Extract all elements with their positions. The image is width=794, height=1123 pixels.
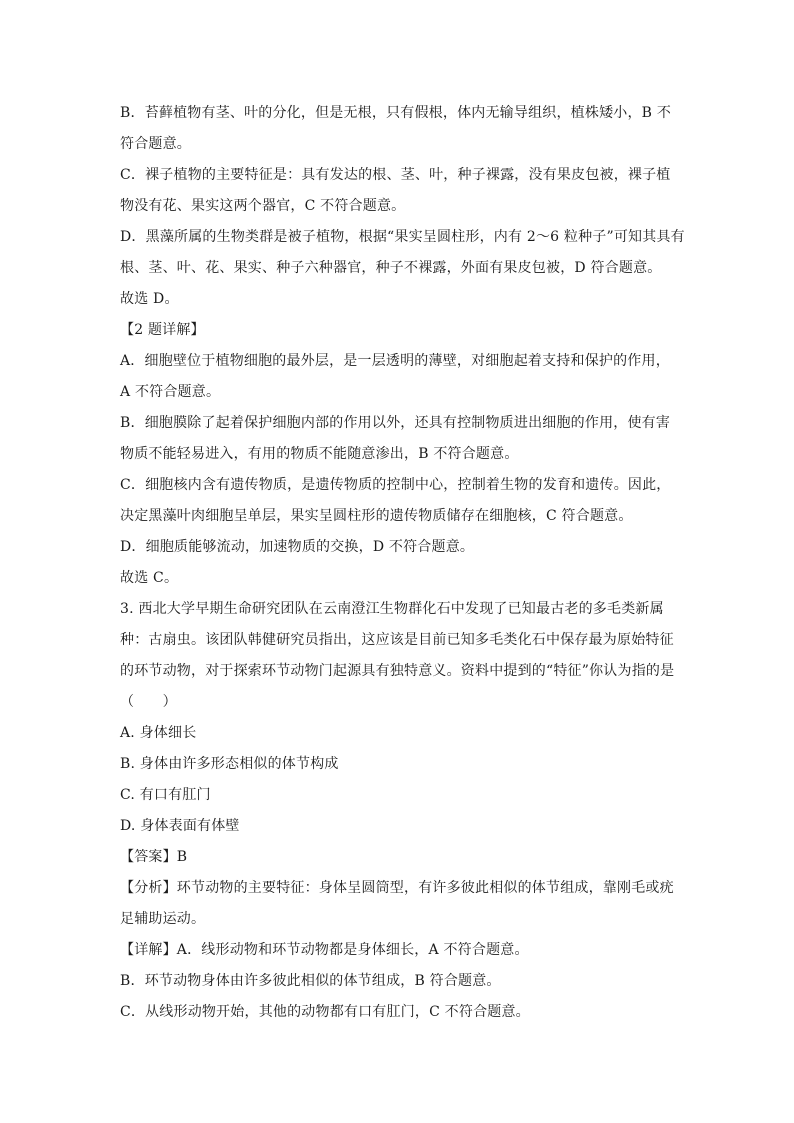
text-line: 物没有花、果实这两个器官，C 不符合题意。 [120, 198, 406, 214]
text-line: A 不符合题意。 [120, 384, 221, 400]
text-line: 物质不能轻易进入，有用的物质不能随意渗出，B 不符合题意。 [120, 446, 519, 462]
text-line: 根、茎、叶、花、果实、种子六种器官，种子不裸露，外面有果皮包被，D 符合题意。 [120, 260, 662, 276]
text-line: D．细胞质能够流动，加速物质的交换，D 不符合题意。 [120, 539, 475, 555]
section-heading: 【2 题详解】 [120, 322, 205, 338]
option-a: A. 身体细长 [120, 725, 197, 741]
question-text: 3. 西北大学早期生命研究团队在云南澄江生物群化石中发现了已知最古老的多毛类新属 [120, 601, 664, 617]
answer-line: 【答案】B [120, 849, 188, 865]
text-line: C．细胞核内含有遗传物质，是遗传物质的控制中心，控制着生物的发育和遗传。因此， [120, 477, 671, 493]
text-line: B．苔藓植物有茎、叶的分化，但是无根，只有假根，体内无输导组织，植株矮小，B 不 [120, 105, 672, 121]
question-text: 的环节动物，对于探索环节动物门起源具有独特意义。资料中提到的“特征”你认为指的是 [120, 663, 675, 679]
question-text: 种：古扇虫。该团队韩健研究员指出，这应该是目前已知多毛类化石中保存最为原始特征 [120, 632, 674, 648]
analysis-line: 足辅助运动。 [120, 911, 206, 927]
document-page [120, 98, 685, 1028]
answer-blank: （ ） [120, 694, 177, 710]
option-d: D. 身体表面有体壁 [120, 818, 240, 834]
text-line: A．细胞壁位于植物细胞的最外层，是一层透明的薄壁，对细胞起着支持和保护的作用， [120, 353, 670, 369]
text-line: C．裸子植物的主要特征是：具有发达的根、茎、叶，种子裸露，没有果皮包被，裸子植 [120, 167, 671, 183]
analysis-line: 【分析】环节动物的主要特征：身体呈圆筒型，有许多彼此相似的体节组成，靠刚毛或疣 [120, 880, 674, 896]
text-line: 故选 D。 [120, 291, 179, 307]
option-b: B. 身体由许多形态相似的体节构成 [120, 756, 339, 772]
detail-line: C．从线形动物开始，其他的动物都有口有肛门，C 不符合题意。 [120, 1004, 530, 1020]
option-c: C. 有口有肛门 [120, 787, 211, 803]
detail-line: B．环节动物身体由许多彼此相似的体节组成，B 符合题意。 [120, 973, 501, 989]
detail-line: 【详解】A．线形动物和环节动物都是身体细长，A 不符合题意。 [120, 942, 529, 958]
text-line: B．细胞膜除了起着保护细胞内部的作用以外，还具有控制物质进出细胞的作用，使有害 [120, 415, 671, 431]
text-line: 符合题意。 [120, 136, 191, 152]
text-line: 故选 C。 [120, 570, 179, 586]
text-line: 决定黑藻叶肉细胞呈单层，果实呈圆柱形的遗传物质储存在细胞核，C 符合题意。 [120, 508, 633, 524]
text-line: D．黑藻所属的生物类群是被子植物，根据“果实呈圆柱形，内有 2～6 粒种子”可知其具有 [120, 229, 685, 245]
